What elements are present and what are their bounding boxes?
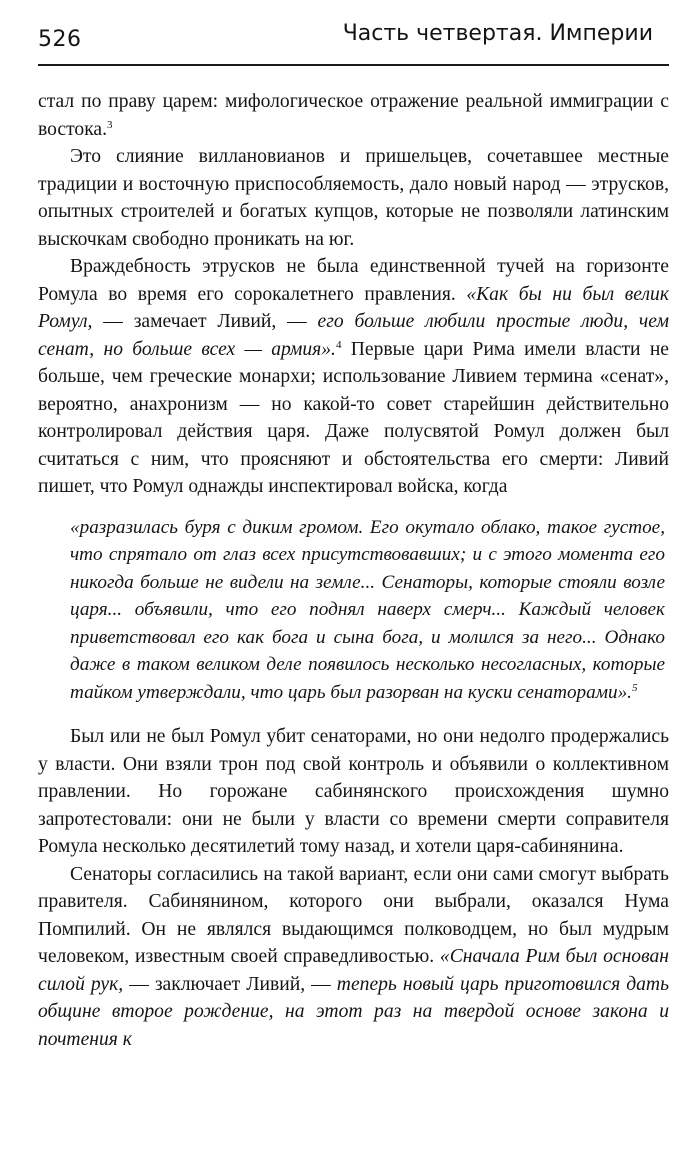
paragraph [38,723,669,861]
footnote-ref: 3 [107,118,113,131]
text-run: Был или не был Ромул убит сенаторами, но они недолго продержались у власти. Они взяли трон под свой контроль и объявили о коллективном правлении. Но горожане сабинянского происхождения шумно запротестовали: они не были у власти со времени смерти соправителя Ромула несколько десятилетий тому назад, и хотели царя-сабинянина. [38,726,669,857]
text-run: Это слияние виллановианов и пришельцев, сочетавшее местные традиции и восточную приспособляемость, дало новый народ — этрусков, опытных строителей и богатых купцов, которые не позволяли латинским выскочкам свободно проникать на юг. [38,146,669,250]
quoted-text: его больше любили простые люди, чем сенат, но больше всех — армия». [38,311,669,360]
paragraph [38,253,669,501]
page-number: 526 [38,27,82,52]
block-quote [70,514,665,707]
paragraph [38,143,669,253]
quoted-text: «Сначала Рим был основан силой рук, [38,946,669,995]
paragraph [38,88,669,143]
body-text [38,88,669,1053]
text-run: стал по праву царем: мифологическое отражение реальной иммиграции с востока. [38,91,669,140]
text-run: — замечает Ливий, — [92,311,318,332]
header-rule [38,64,669,66]
running-title: Часть четвертая. Империи [342,21,653,46]
quote-text: «разразилась буря с диким громом. Его окутало облако, такое густое, что спрятало от глаз всех присутствовавших; и с этого момента его никогда больше не видели на земле... Сенаторы, которые стояли возле царя... объявили, что его поднял наверх смерч... Каждый человек приветствовал его как бога и сына бога, и молился за него... Однако даже в таком великом деле появилось несколько несогласных, которые тайком утверждали, что царь был разорван на куски сенаторами». [70,516,665,703]
quoted-text: теперь новый царь приготовился дать общине второе рождение, на этот раз на твердой основе закона и почтения к [38,973,669,1050]
footnote-ref: 5 [631,681,638,694]
paragraph [38,861,669,1054]
text-run: — заключает Ливий, — [123,973,337,995]
text-run: Сенаторы согласились на такой вариант, если они сами смогут выбрать правителя. Сабинянином, которого они выбрали, оказался Нума Помпилий. Он не являлся выдающимся полководцем, но был мудрым человеком, известным своей справедливостью. [38,863,669,967]
text-run: Первые цари Рима имели власти не больше, чем греческие монархи; использование Ливием термина «сенат», вероятно, анахронизм — но какой-то совет старейшин действительно контролировал действия царя. Даже полусвятой Ромул должен был считаться с ним, что проясняют и обстоятельства его смерти: Ливий пишет, что Ромул однажды инспектировал войска, когда [38,338,670,497]
running-head [38,0,669,66]
quoted-text: «Как бы ни был велик Ромул, [38,283,669,332]
text-run: Враждебность этрусков не была единственной тучей на горизонте Ромула во время его сорокалетнего правления. [38,256,669,305]
footnote-ref: 4 [335,338,342,351]
